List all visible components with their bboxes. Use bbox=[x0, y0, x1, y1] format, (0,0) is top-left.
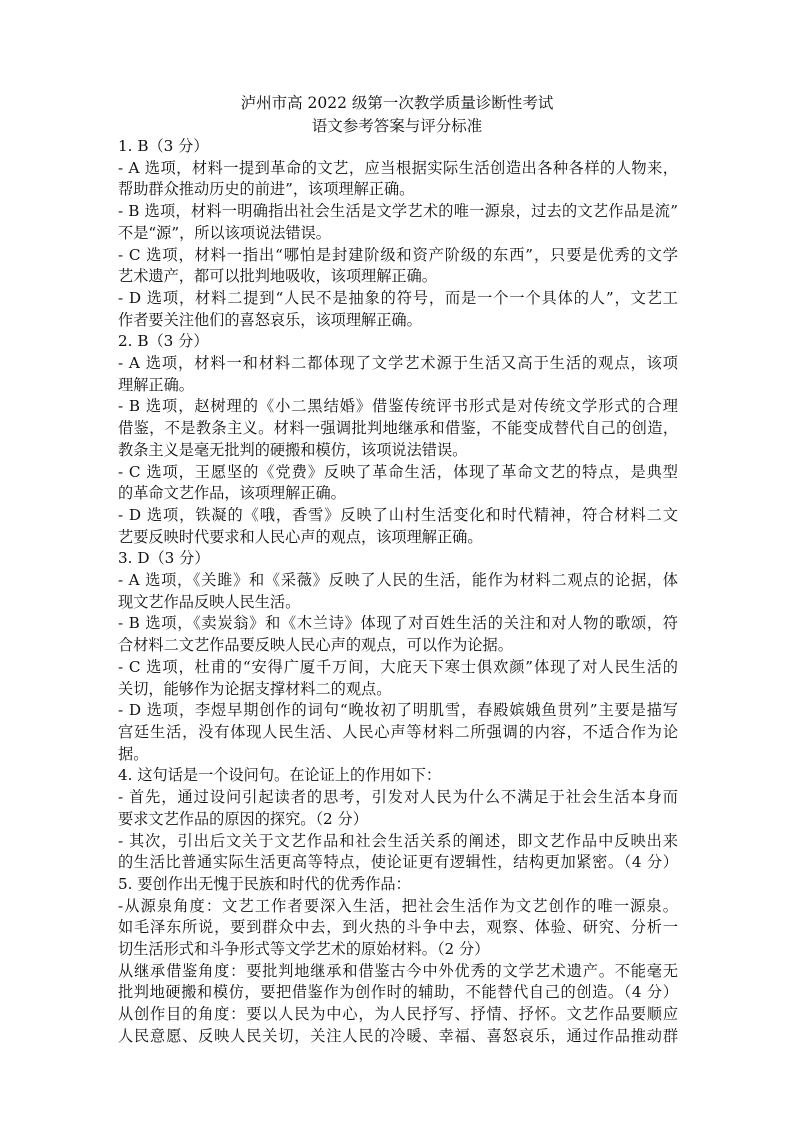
text-line: 合材料二文艺作品要反映人民心声的观点，可以作为论据。 bbox=[118, 636, 513, 655]
answer-body bbox=[118, 136, 678, 1048]
page-subtitle: 语文参考答案与评分标准 bbox=[311, 117, 483, 135]
text-line: 1. B（3 分） bbox=[118, 137, 209, 155]
text-line: 艺要反映时代要求和人民心声的观点，该项理解正确。 bbox=[118, 527, 483, 546]
text-line: 的革命文艺作品，该项理解正确。 bbox=[118, 484, 346, 503]
text-line: - B 选项，赵树理的《小二黑结婚》借鉴传统评书形式是对传统文学形式的合理 bbox=[118, 397, 678, 416]
text-line: - 其次，引出后文关于文艺作品和社会生活关系的阐述，即文艺作品中反映出来 bbox=[118, 831, 678, 850]
text-line: - A 选项，材料一和材料二都体现了文学艺术源于生活又高于生活的观点，该项 bbox=[118, 354, 678, 373]
text-line: 宫廷生活，没有体现人民生活、人民心声等材料二所强调的内容，不适合作为论 bbox=[118, 722, 678, 741]
text-line: 5. 要创作出无愧于民族和时代的优秀作品： bbox=[118, 874, 411, 893]
text-line: 批判地硬搬和模仿，要把借鉴作为创作时的辅助，不能替代自己的创造。（4 分） bbox=[118, 983, 678, 1002]
text-line: - A 选项，《关雎》和《采薇》反映了人民的生活，能作为材料二观点的论据，体 bbox=[118, 571, 678, 590]
text-line: -从源泉角度：文艺工作者要深入生活，把社会生活作为文艺创作的唯一源泉。 bbox=[118, 896, 678, 915]
text-line: 艺术遗产，都可以批判地吸收，该项理解正确。 bbox=[118, 267, 437, 286]
header bbox=[0, 92, 794, 138]
text-line: 帮助群众推动历史的前进”，该项理解正确。 bbox=[118, 180, 415, 199]
text-line: 教条主义是毫无批判的硬搬和模仿，该项说法错误。 bbox=[118, 440, 468, 459]
text-line: 要求文艺作品的原因的探究。（2 分） bbox=[118, 809, 368, 828]
text-line: 人民意愿、反映人民关切，关注人民的冷暖、幸福、喜怒哀乐，通过作品推动群 bbox=[118, 1026, 678, 1045]
text-line: - D 选项，李煜早期创作的词句“晚妆初了明肌雪，春殿嫔娥鱼贯列”主要是描写 bbox=[118, 701, 678, 720]
text-line: - 首先，通过设问引起读者的思考，引发对人民为什么不满足于社会生活本身而 bbox=[118, 788, 678, 807]
text-line: - D 选项，材料二提到“人民不是抽象的符号，而是一个一个具体的人”，文艺工 bbox=[118, 288, 678, 307]
text-line: - C 选项，王愿坚的《党费》反映了革命生活，体现了革命文艺的特点，是典型 bbox=[118, 462, 678, 481]
text-line: 不是“源”，所以该项说法错误。 bbox=[118, 223, 331, 242]
text-line: 从创作目的角度：要以人民为中心，为人民抒写、抒情、抒怀。文艺作品要顺应 bbox=[118, 1005, 678, 1024]
text-line: 理解正确。 bbox=[118, 375, 194, 394]
page-title: 泸州市高 2022 级第一次教学质量诊断性考试 bbox=[240, 94, 554, 112]
text-line: 2. B（3 分） bbox=[118, 332, 209, 351]
text-line: 4. 这句话是一个设问句。在论证上的作用如下： bbox=[118, 766, 442, 785]
text-line: 的生活比普通实际生活更高等特点，使论证更有逻辑性，结构更加紧密。（4 分） bbox=[118, 853, 678, 872]
text-line: - B 选项，材料一明确指出社会生活是文学艺术的唯一源泉，过去的文艺作品是流” bbox=[118, 202, 678, 221]
text-line: - C 选项，材料一指出“哪怕是封建阶级和资产阶级的东西”，只要是优秀的文学 bbox=[118, 245, 678, 264]
text-line: - A 选项，材料一提到革命的文艺，应当根据实际生活创造出各种各样的人物来， bbox=[118, 158, 678, 177]
text-line: - B 选项，《卖炭翁》和《木兰诗》体现了对百姓生活的关注和对人物的歌颂，符 bbox=[118, 614, 678, 633]
text-line: 借鉴，不是教条主义。材料一强调批判地继承和借鉴，不能变成替代自己的创造， bbox=[118, 419, 678, 438]
text-line: 从继承借鉴角度：要批判地继承和借鉴古今中外优秀的文学艺术遗产。不能毫无 bbox=[118, 961, 678, 980]
text-line: 据。 bbox=[118, 744, 149, 763]
text-line: 关切，能够作为论据支撑材料二的观点。 bbox=[118, 679, 392, 698]
text-line: - D 选项，铁凝的《哦，香雪》反映了山村生活变化和时代精神，符合材料二文 bbox=[118, 505, 678, 524]
text-line: 3. D（3 分） bbox=[118, 549, 210, 568]
text-line: - C 选项，杜甫的“安得广厦千万间，大庇天下寒士俱欢颜”体现了对人民生活的 bbox=[118, 657, 678, 676]
text-line: 如毛泽东所说，要到群众中去，到火热的斗争中去，观察、体验、研究、分析一 bbox=[118, 918, 678, 937]
text-line: 现文艺作品反映人民生活。 bbox=[118, 592, 301, 611]
text-line: 作者要关注他们的喜怒哀乐，该项理解正确。 bbox=[118, 310, 422, 329]
text-line: 切生活形式和斗争形式等文学艺术的原始材料。（2 分） bbox=[118, 940, 490, 959]
